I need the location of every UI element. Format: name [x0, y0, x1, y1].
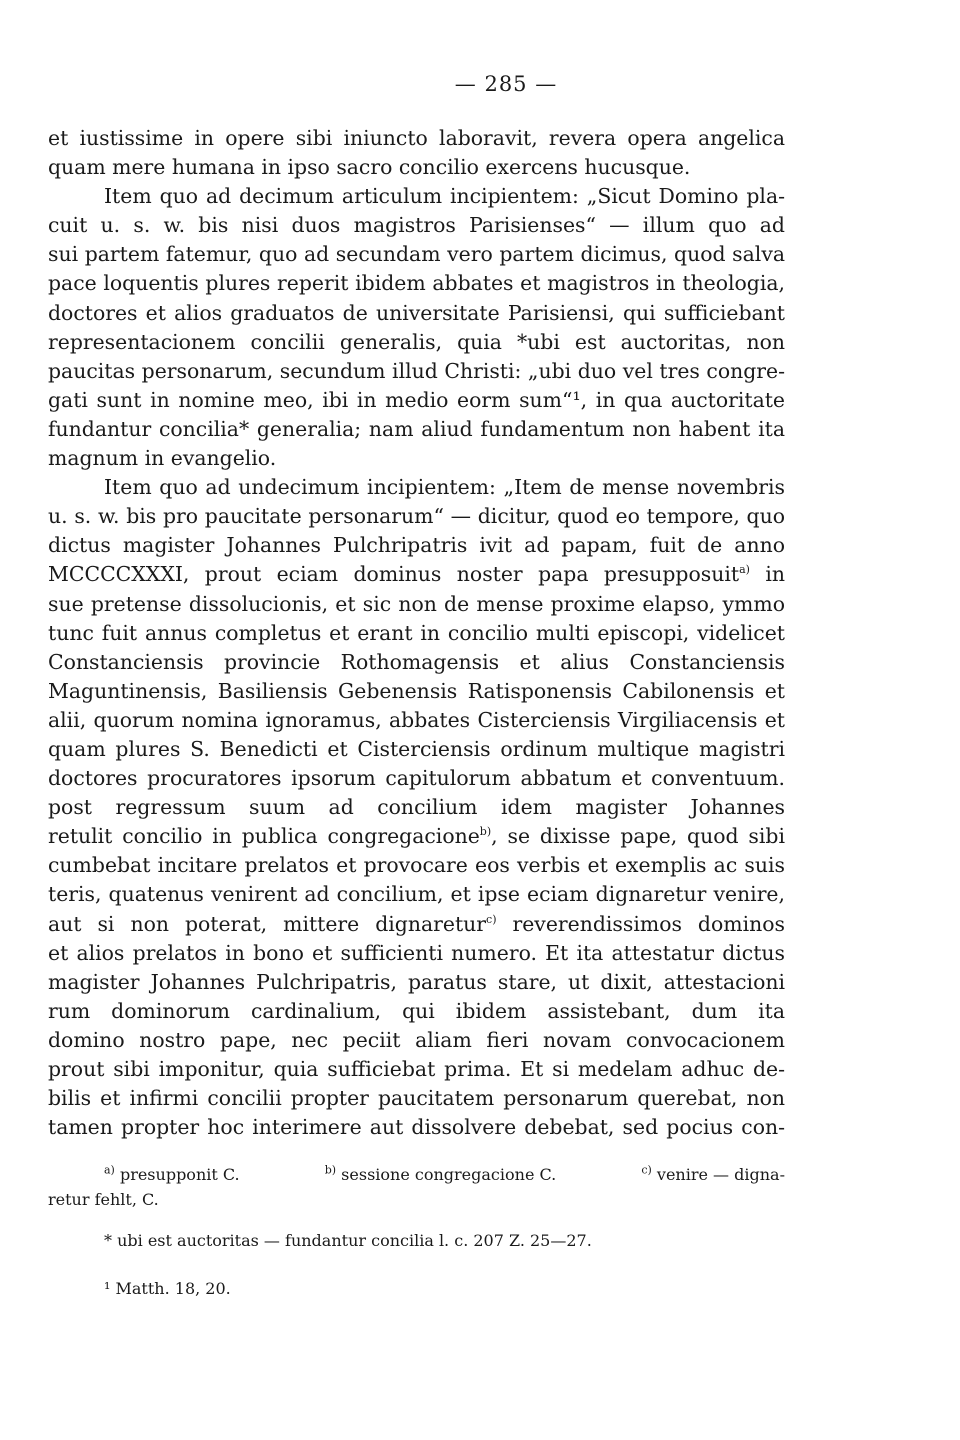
page-number: — 285 —: [454, 72, 558, 96]
text-line: quam plures S. Benedicti et Cisterciensis ordinum multique magistri: [48, 736, 785, 761]
text-line: alii, quorum nomina ignoramus, abbates Cisterciensis Virgiliacensis et: [48, 707, 785, 732]
text-line: sui partem fatemur, quo ad secundam vero partem dicimus, quod salva: [48, 242, 785, 267]
text-line: pace loquentis plures reperit ibidem abbates et magistros in theologia,: [48, 271, 785, 296]
text-line: fundantur concilia* generalia; nam aliud fundamentum non habent ita: [48, 416, 785, 441]
footnote-ref-a: a): [739, 563, 750, 577]
text-line: representacionem concilii generalis, quia *ubi est auctoritas, non: [48, 329, 785, 354]
text-line: u. s. w. bis pro paucitate personarum“ — dicitur, quod eo tempore, quo: [48, 504, 785, 529]
text-segment: MCCCCXXXI, prout eciam dominus noster papa presupposuit: [48, 562, 740, 587]
text-segment: reverendissimos dominos: [512, 911, 785, 936]
text-line: cumbebat incitare prelatos et provocare eos verbis et exemplis ac suis: [48, 853, 785, 878]
footnote-b: [325, 1162, 557, 1187]
text-line: [48, 822, 785, 851]
text-line: teris, quatenus venirent ad concilium, et ipse eciam dignaretur venire,: [48, 882, 785, 907]
footnote-c: [641, 1162, 785, 1187]
text-line: dictus magister Johannes Pulchripatris ivit ad papam, fuit de anno: [48, 533, 785, 558]
footnote-ref-b: b): [479, 825, 492, 839]
text-segment: in: [765, 562, 785, 587]
text-line: Item quo ad undecimum incipientem: „Item de mense novembris: [104, 475, 785, 500]
text-line: gati sunt in nomine meo, ibi in medio eorm sum“¹, in qua auctoritate: [48, 387, 785, 412]
source-footnote-1: [48, 1276, 785, 1301]
footnote-a: [104, 1162, 240, 1187]
source-footnote-star: [48, 1228, 785, 1253]
text-line: doctores procuratores ipsorum capitulorum abbatum et conventuum.: [48, 766, 785, 791]
footnote-mark: b): [324, 1163, 337, 1177]
footnote-c-continuation: retur fehlt, C.: [48, 1190, 159, 1209]
text-line: cuit u. s. w. bis nisi duos magistros Parisienses“ — illum quo ad: [48, 213, 785, 238]
text-line: Maguntinensis, Basiliensis Gebenensis Ratisponensis Cabilonensis et: [48, 678, 785, 703]
footnote-1-text: ¹ Matth. 18, 20.: [104, 1279, 231, 1298]
text-segment: retulit concilio in publica congregacione: [48, 824, 480, 849]
text-line: magnum in evangelio.: [48, 446, 277, 471]
apparatus-footnotes: [48, 1162, 785, 1212]
text-line: et iustissime in opere sibi iniuncto laboravit, revera opera angelica: [48, 126, 785, 150]
footnote-text: sessione congregacione C.: [336, 1165, 557, 1184]
footnote-mark: c): [641, 1163, 652, 1177]
main-text: [48, 124, 785, 1142]
text-line: bilis et infirmi concilii propter paucitatem personarum querebat, non: [48, 1086, 785, 1111]
text-line: rum dominorum cardinalium, qui ibidem assistebant, dum ita: [48, 998, 785, 1023]
text-line: domino nostro pape, nec peciit aliam fieri novam convocacionem: [48, 1027, 785, 1052]
text-segment: , se dixisse pape, quod sibi: [491, 824, 785, 849]
text-segment: aut si non poterat, mittere dignaretur: [48, 911, 487, 936]
footnote-text: presupponit C.: [114, 1165, 240, 1184]
apparatus-row: [48, 1162, 785, 1187]
text-line: Constanciensis provincie Rothomagensis et alius Constanciensis: [48, 649, 785, 674]
text-line: tamen propter hoc interimere aut dissolvere debebat, sed pocius con-: [48, 1115, 785, 1140]
text-line: quam mere humana in ipso sacro concilio exercens hucusque.: [48, 155, 691, 180]
text-line: doctores et alios graduatos de universitate Parisiensi, qui sufficiebant: [48, 300, 785, 325]
text-line: magister Johannes Pulchripatris, paratus stare, ut dixit, attestacioni: [48, 969, 785, 994]
text-line: Item quo ad decimum articulum incipientem: „Sicut Domino pla-: [104, 184, 785, 209]
text-line: sue pretense dissolucionis, et sic non de mense proxime elapso, ymmo: [48, 591, 785, 616]
text-line: [48, 560, 785, 589]
text-line: [48, 910, 785, 939]
footnote-ref-c: c): [486, 912, 497, 926]
text-line: tunc fuit annus completus et erant in concilio multi episcopi, videlicet: [48, 620, 785, 645]
text-line: paucitas personarum, secundum illud Christi: „ubi duo vel tres congre-: [48, 358, 785, 383]
footnote-text: venire — digna-: [651, 1165, 785, 1184]
text-line: et alios prelatos in bono et sufficienti numero. Et ita attestatur dictus: [48, 940, 785, 965]
text-line: post regressum suum ad concilium idem magister Johannes: [48, 795, 785, 820]
footnote-star-text: * ubi est auctoritas — fundantur concilia l. c. 207 Z. 25—27.: [104, 1231, 592, 1250]
footnote-mark: a): [104, 1163, 115, 1177]
text-line: prout sibi imponitur, quia sufficiebat prima. Et si medelam adhuc de-: [48, 1057, 785, 1081]
